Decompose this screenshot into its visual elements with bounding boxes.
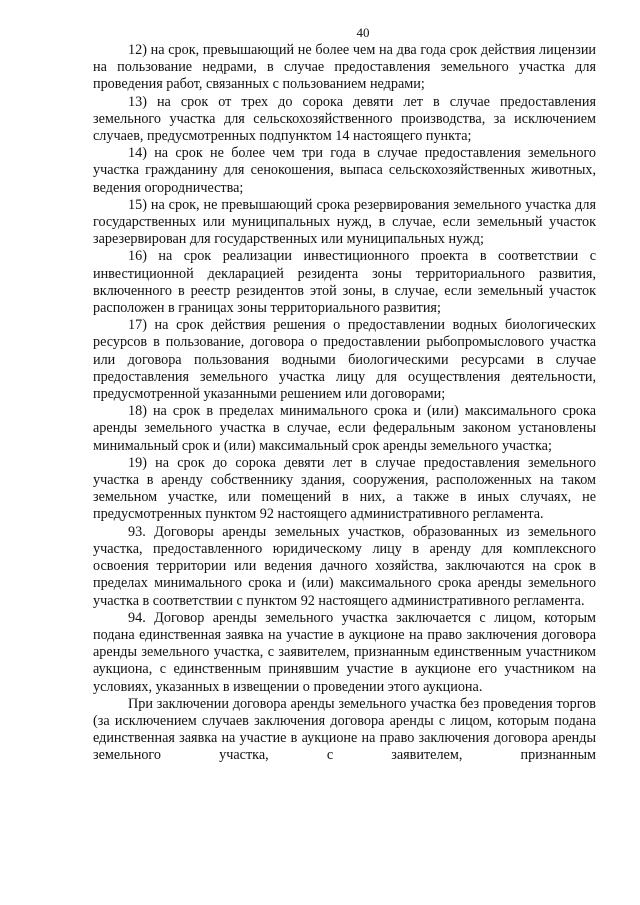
paragraph-item-16: 16) на срок реализации инвестиционного проекта в соответствии с инвестиционной декларацией резидента зоны территориального развития, включенного в реестр резидентов этой зоны, в случае, если земельный участок расположен в границах зоны территориального развития; — [93, 248, 596, 317]
paragraph-item-17: 17) на срок действия решения о предоставлении водных биологических ресурсов в пользование, договора о предоставлении рыбопромыслового участка или договора пользования водными биологическими ресурсами в случае предоставления земельного участка лицу для осуществления деятельности, предусмотренной указанными решением или договорами; — [93, 317, 596, 403]
paragraph-item-18: 18) на срок в пределах минимального срока и (или) максимального срока аренды земельного участка в случае, если федеральным законом установлены минимальный срок и (или) максимальный срок аренды земельного участка; — [93, 403, 596, 454]
paragraph-item-13: 13) на срок от трех до сорока девяти лет в случае предоставления земельного участка для сельскохозяйственного производства, за исключением случаев, предусмотренных подпунктом 14 настоящего пункта; — [93, 93, 596, 145]
document-body — [93, 42, 596, 765]
page-number: 40 — [356, 25, 370, 40]
paragraph-continuation: При заключении договора аренды земельного участка без проведения торгов (за исключением случаев заключения договора аренды с лицом, которым подана единственная заявка на участие в аукционе на право заключения договора аренды земельного участка, с заявителем, признанным — [93, 695, 596, 764]
paragraph-item-15: 15) на срок, не превышающий срока резервирования земельного участка для государственных или муниципальных нужд, в случае, если земельный участок зарезервирован для государственных или муниципальных нужд; — [93, 196, 596, 248]
paragraph-clause-93: 93. Договоры аренды земельных участков, образованных из земельного участка, предоставленного юридическому лицу в аренду для комплексного освоения территории или ведения дачного хозяйства, заключаются на срок в пределах минимального срока и (или) максимального срока аренды земельного участка в соответствии с пунктом 92 настоящего административного регламента. — [93, 523, 596, 609]
paragraph-item-14: 14) на срок не более чем три года в случае предоставления земельного участка гражданину для сенокошения, выпаса сельскохозяйственных животных, ведения огородничества; — [93, 145, 596, 196]
paragraph-item-12: 12) на срок, превышающий не более чем на два года срок действия лицензии на пользование недрами, в случае предоставления земельного участка для проведения работ, связанных с пользованием недрами; — [93, 42, 596, 93]
paragraph-clause-94: 94. Договор аренды земельного участка заключается с лицом, которым подана единственная заявка на участие в аукционе на право заключения договора аренды земельного участка, с заявителем, признанным единственным участником аукциона, с единственным принявшим участие в аукционе его участником на условиях, указанных в извещении о проведении этого аукциона. — [93, 609, 596, 695]
paragraph-item-19: 19) на срок до сорока девяти лет в случае предоставления земельного участка в аренду собственнику здания, сооружения, расположенных на таком земельном участке, или помещений в них, а также в иных случаях, не предусмотренных пунктом 92 настоящего административного регламента. — [93, 454, 596, 523]
